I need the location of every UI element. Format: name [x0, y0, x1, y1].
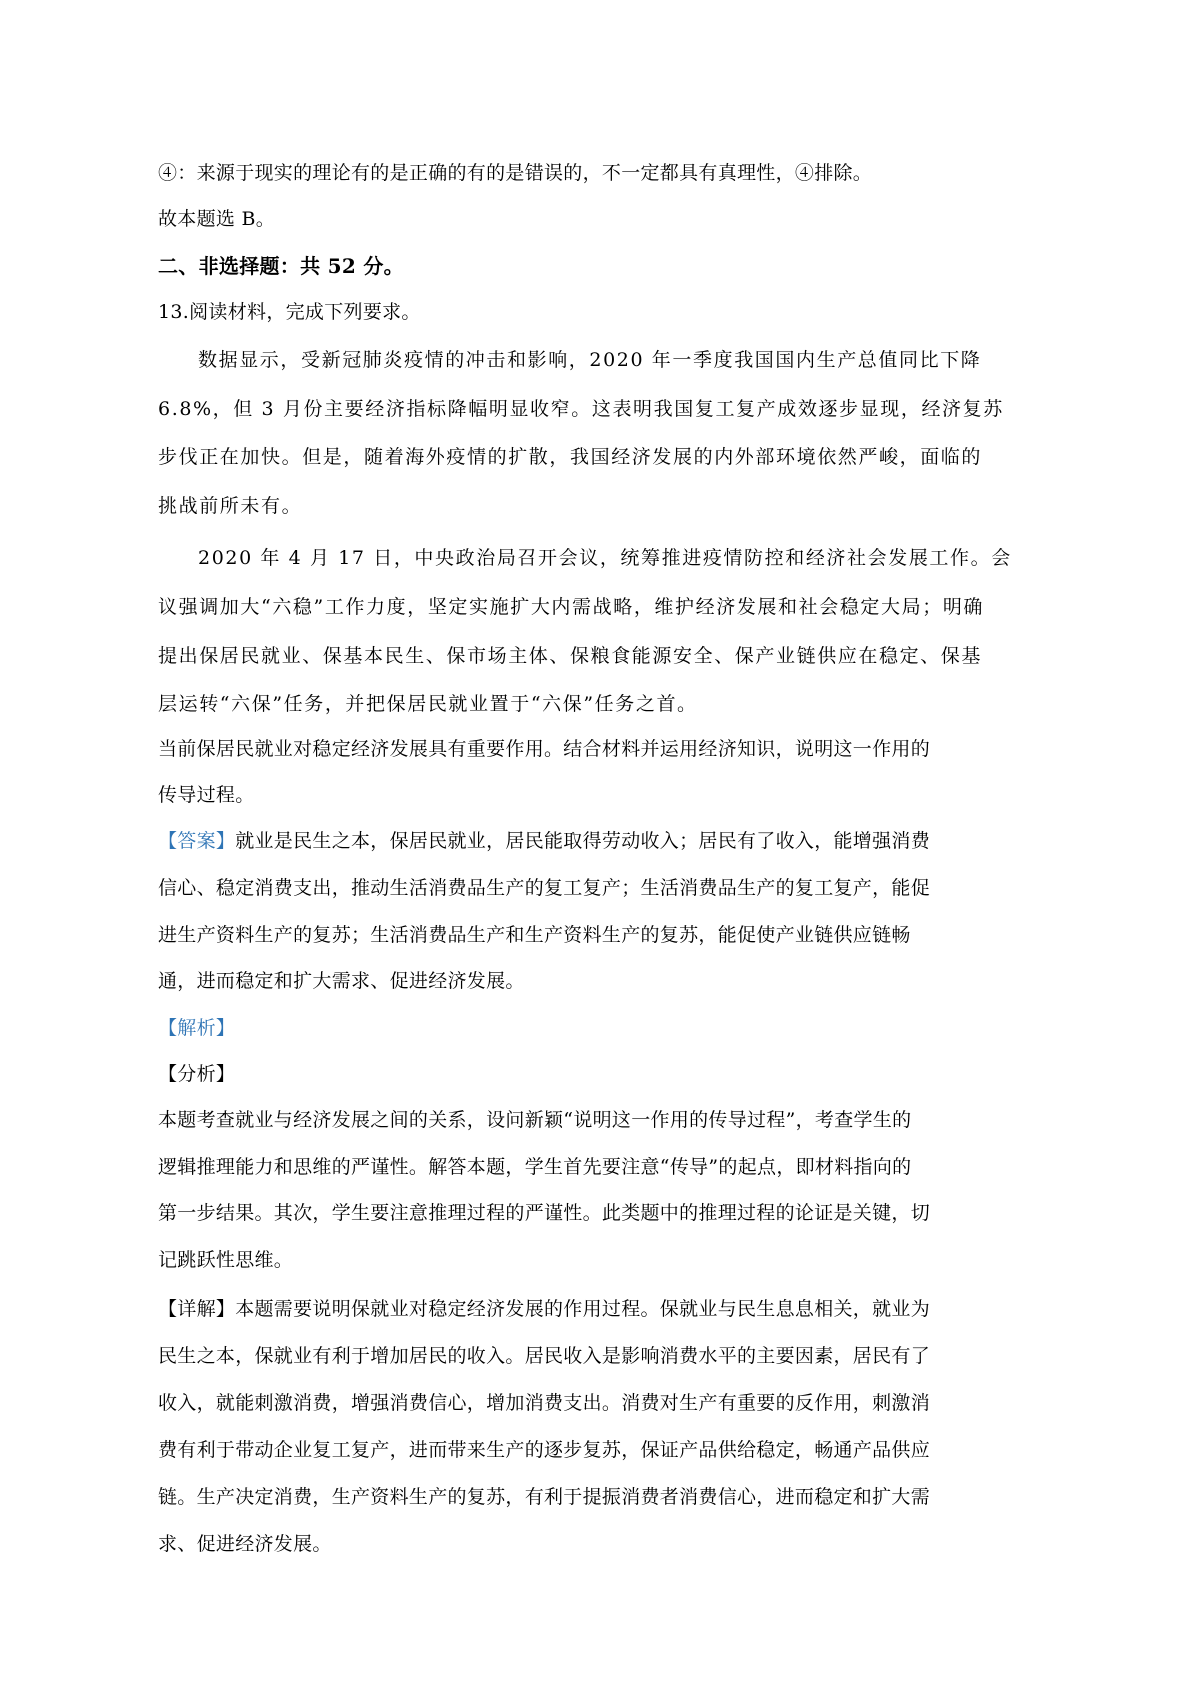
answer-line: 通，进而稳定和扩大需求、促进经济发展。: [158, 970, 525, 992]
material-p1-line: 挑战前所未有。: [158, 495, 303, 517]
requirement-line: 当前保居民就业对稳定经济发展具有重要作用。结合材料并运用经济知识，说明这一作用的: [158, 738, 931, 760]
fenxi-line: 逻辑推理能力和思维的严谨性。解答本题，学生首先要注意“传导”的起点，即材料指向的: [158, 1156, 912, 1178]
material-p1-line: 步伐正在加快。但是，随着海外疫情的扩散，我国经济发展的内外部环境依然严峻，面临的: [158, 446, 983, 468]
detail-line: 民生之本，保就业有利于增加居民的收入。居民收入是影响消费水平的主要因素，居民有了: [158, 1345, 931, 1367]
answer-line: 信心、稳定消费支出，推动生活消费品生产的复工复产；生活消费品生产的复工复产，能促: [158, 877, 931, 899]
fenxi-line: 第一步结果。其次，学生要注意推理过程的严谨性。此类题中的推理过程的论证是关键，切: [158, 1202, 931, 1224]
fenxi-line: 本题考查就业与经济发展之间的关系，设问新颖“说明这一作用的传导过程”，考查学生的: [158, 1109, 912, 1131]
material-p2-line: 层运转“六保”任务，并把保居民就业置于“六保”任务之首。: [158, 693, 698, 715]
detail-line: 本题需要说明保就业对稳定经济发展的作用过程。保就业与民生息息相关，就业为: [235, 1298, 931, 1320]
analysis-label: 【解析】: [158, 1017, 236, 1039]
item4-text: ④：来源于现实的理论有的是正确的有的是错误的，不一定都具有真理性，④排除。: [158, 162, 873, 184]
material-p1-line: 数据显示，受新冠肺炎疫情的冲击和影响，2020 年一季度我国国内生产总值同比下降: [198, 349, 982, 371]
detail-line: 收入，就能刺激消费，增强消费信心，增加消费支出。消费对生产有重要的反作用，刺激消: [158, 1392, 931, 1414]
material-p2-line: 2020 年 4 月 17 日，中央政治局召开会议，统筹推进疫情防控和经济社会发展工作。会: [198, 547, 1012, 569]
detail-line: 链。生产决定消费，生产资料生产的复苏，有利于提振消费者消费信心，进而稳定和扩大需: [158, 1486, 931, 1508]
detail-line: 费有利于带动企业复工复产，进而带来生产的逐步复苏，保证产品供给稳定，畅通产品供应: [158, 1439, 931, 1461]
answer-label: 【答案】: [158, 830, 236, 852]
question-prompt: 13.阅读材料，完成下列要求。: [158, 301, 421, 323]
detail-first-line: [158, 1296, 1038, 1322]
material-p2-line: 提出保居民就业、保基本民生、保市场主体、保粮食能源安全、保产业链供应在稳定、保基: [158, 645, 983, 667]
section-heading: 二、非选择题：共 52 分。: [158, 254, 404, 278]
material-p1-line: 6.8%，但 3 月份主要经济指标降幅明显收窄。这表明我国复工复产成效逐步显现，经济复苏: [158, 398, 1004, 420]
answer-first-line: [158, 828, 1038, 854]
fenxi-label: 【分析】: [158, 1063, 236, 1085]
fenxi-line: 记跳跃性思维。: [158, 1249, 294, 1271]
answer-line: 就业是民生之本，保居民就业，居民能取得劳动收入；居民有了收入，能增强消费: [235, 830, 931, 852]
material-p2-line: 议强调加大“六稳”工作力度，坚定实施扩大内需战略，维护经济发展和社会稳定大局；明确: [158, 596, 985, 618]
requirement-line: 传导过程。: [158, 784, 255, 806]
conclusion-text: 故本题选 B。: [158, 208, 276, 230]
detail-label: 【详解】: [158, 1298, 236, 1320]
detail-line: 求、促进经济发展。: [158, 1533, 332, 1555]
answer-line: 进生产资料生产的复苏；生活消费品生产和生产资料生产的复苏，能促使产业链供应链畅: [158, 924, 911, 946]
